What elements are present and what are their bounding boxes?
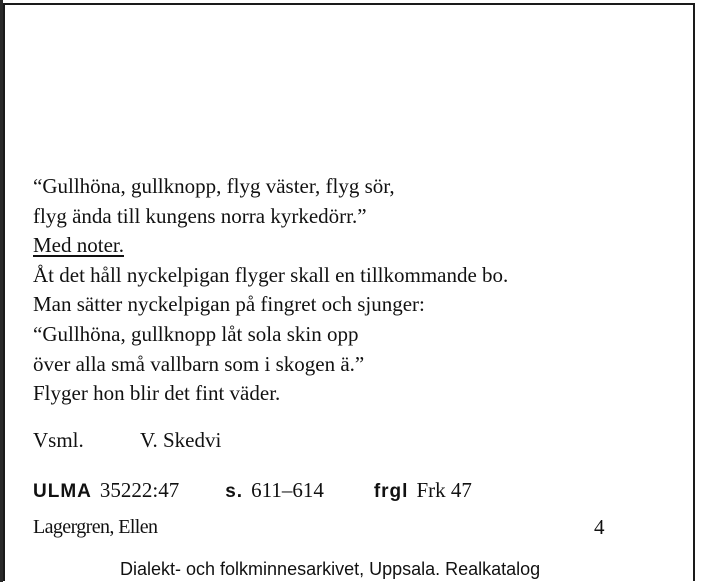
question-value: Frk 47 (416, 478, 472, 502)
text-line-7: över alla små vallbarn som i skogen ä.” (33, 351, 365, 376)
collector-name: Lagergren, Ellen (33, 516, 158, 538)
archive-footer: Dialekt- och folkminnesarkivet, Uppsala. Realkatalog (120, 559, 541, 579)
text-line-2: flyg ända till kungens norra kyrkedörr.” (33, 203, 367, 228)
reference-row (33, 478, 472, 503)
top-border-gap (223, 5, 301, 8)
archive-label: ULMA (33, 481, 92, 502)
pages: 611–614 (251, 478, 324, 502)
text-line-8: Flyger hon blir det fint väder. (33, 381, 281, 406)
record-text (33, 172, 508, 409)
right-scan-edge (697, 0, 711, 582)
parish: V. Skedvi (140, 428, 222, 452)
text-line-1: “Gullhöna, gullknopp, flyg väster, flyg sör, (33, 174, 395, 198)
question-label: frgl (373, 481, 409, 502)
province: Vsml. (33, 428, 84, 452)
text-line-4: Åt det håll nyckelpigan flyger skall en tillkommande bo. (33, 262, 509, 287)
place-row (33, 428, 221, 453)
text-line-3-note: Med noter. (33, 233, 124, 258)
archive-number: 35222:47 (99, 478, 180, 502)
page-label: s. (225, 481, 244, 502)
text-line-6: “Gullhöna, gullknopp låt sola skin opp (33, 321, 359, 346)
card-number: 4 (594, 515, 605, 539)
text-line-5: Man sätter nyckelpigan på fingret och sjunger: (33, 292, 425, 317)
